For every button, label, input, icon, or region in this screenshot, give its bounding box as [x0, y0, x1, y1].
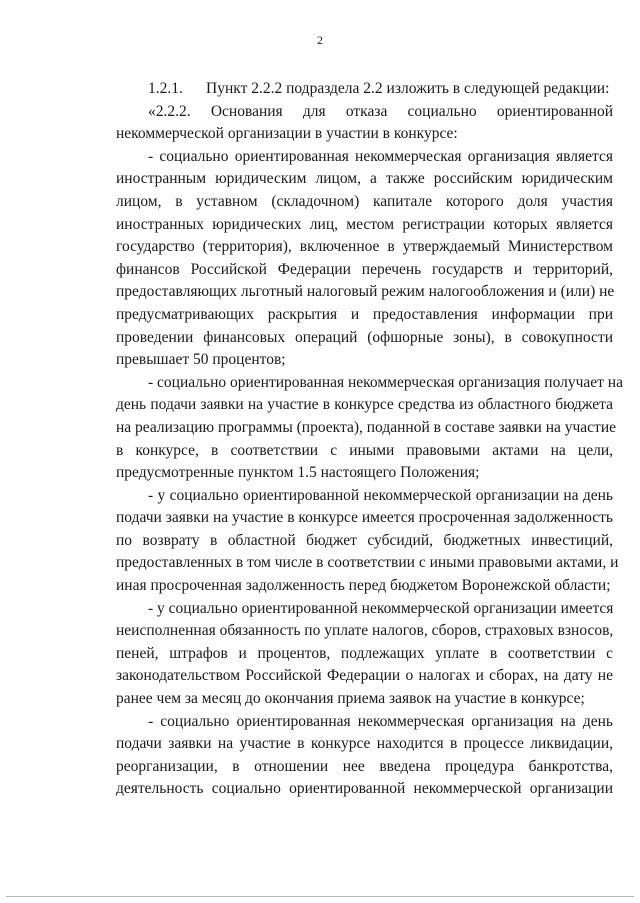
- list-item: [116, 711, 613, 801]
- text-line: в конкурсе, в соответствии с иными правовыми актами на цели,: [116, 441, 613, 459]
- text-line: по возврату в областной бюджет субсидий, бюджетных инвестиций,: [116, 531, 613, 549]
- text-line: проведении финансовых операций (офшорные зоны), в совокупности: [116, 328, 613, 346]
- text-line: иностранным юридическим лицом, а также российским юридическим: [116, 170, 613, 188]
- list-item: [116, 598, 613, 711]
- text-line: - социально ориентированная некоммерческая организация является: [148, 147, 613, 165]
- text-line: подачи заявки на участие в конкурсе имеется просроченная задолженность: [116, 509, 613, 527]
- text-line: лицом, в уставном (складочном) капитале которого доля участия: [116, 192, 613, 210]
- text-line: предусмотренные пунктом 1.5 настоящего Положения;: [116, 464, 480, 482]
- text-line: финансов Российской Федерации перечень государств и территорий,: [116, 260, 613, 278]
- list-item: [116, 372, 623, 485]
- amendment-text: Пункт 2.2.2 подраздела 2.2 изложить в следующей редакции:: [206, 80, 610, 97]
- text-line: - у социально ориентированной некоммерческой организации имеется: [148, 599, 614, 617]
- text-line: предоставляющих льготный налоговый режим налогообложения и (или) не: [116, 283, 615, 301]
- document-body: [116, 78, 623, 801]
- text-line: пеней, штрафов и процентов, подлежащих уплате в соответствии с: [116, 644, 613, 662]
- text-line: неисполненная обязанность по уплате налогов, сборов, страховых взносов,: [116, 622, 614, 640]
- text-line: - социально ориентированная некоммерческая организация получает на: [148, 373, 623, 391]
- text-line: ранее чем за месяц до окончания приема заявок на участие в конкурсе;: [116, 690, 585, 708]
- text-line: предусматривающих раскрытия и предоставления информации при: [116, 305, 613, 323]
- text-line: реорганизации, в отношении нее введена процедура банкротства,: [116, 757, 613, 775]
- text-line: иностранных юридических лиц, местом регистрации которых является: [116, 215, 613, 233]
- text-line: иная просроченная задолженность перед бюджетом Воронежской области;: [116, 577, 611, 595]
- text-line: государство (территория), включенное в утверждаемый Министерством: [116, 238, 613, 256]
- text-line: - социально ориентированная некоммерческая организация на день: [148, 712, 613, 730]
- text-line: деятельность социально ориентированной некоммерческой организации: [116, 780, 613, 798]
- text-line: превышает 50 процентов;: [116, 351, 286, 369]
- amendment-intro: [116, 78, 613, 101]
- page-number: 2: [317, 33, 323, 47]
- clause-line: некоммерческой организации в участии в конкурсе:: [116, 125, 458, 143]
- amendment-number: 1.2.1.: [148, 80, 183, 97]
- text-line: подачи заявки на участие в конкурсе находится в процессе ликвидации,: [116, 735, 613, 753]
- list-item: [116, 146, 613, 372]
- text-line: на реализацию программы (проекта), поданной в составе заявки на участие: [116, 418, 616, 436]
- clause-heading: [116, 101, 613, 146]
- list-item: [116, 485, 619, 598]
- text-line: законодательством Российской Федерации о налогах и сборах, на дату не: [116, 667, 613, 685]
- text-line: - у социально ориентированной некоммерческой организации на день: [148, 486, 613, 504]
- text-line: предоставленных в том числе в соответствии с иными правовыми актами, и: [116, 554, 619, 572]
- clause-line: «2.2.2. Основания для отказа социально ориентированной: [148, 102, 613, 120]
- page-bottom-edge: [6, 896, 634, 897]
- text-line: день подачи заявки на участие в конкурсе средства из областного бюджета: [116, 396, 613, 414]
